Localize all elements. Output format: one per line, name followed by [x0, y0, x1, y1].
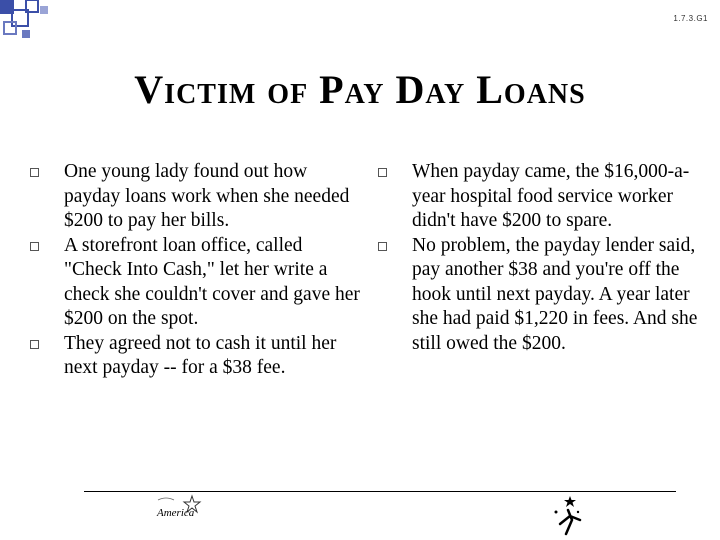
slide-number: 1.7.3.G1 — [673, 14, 708, 23]
bullet-text: When payday came, the $16,000-a-year hospital food service worker didn't have $200 to spare. — [412, 161, 690, 231]
slide-title: Victim of Pay Day Loans — [134, 67, 586, 112]
logo-text: America — [157, 507, 195, 519]
bullet-square-icon — [378, 242, 387, 251]
bullet-text: One young lady found out how payday loans work when she needed $200 to pay her bills. — [64, 161, 350, 231]
bullet-text: A storefront loan office, called "Check Into Cash," let her write a check she couldn't cover and gave her $200 on the spot. — [64, 234, 360, 329]
list-item — [30, 160, 360, 234]
bullet-text: No problem, the payday lender said, pay another $38 and you're off the hook until next payday. A year later she had paid $1,220 in fees. And she still owed the $200. — [412, 234, 698, 354]
bullet-square-icon — [378, 168, 387, 177]
footer-divider — [84, 491, 676, 492]
corner-decoration — [0, 0, 70, 50]
list-item — [30, 234, 360, 332]
bullet-square-icon — [30, 168, 39, 177]
list-item — [378, 160, 698, 234]
bullet-square-icon — [30, 242, 39, 251]
star-figure-icon — [548, 494, 588, 536]
bullet-square-icon — [30, 340, 39, 349]
right-bullet-list — [378, 160, 698, 356]
list-item — [30, 332, 360, 381]
list-item — [378, 234, 698, 357]
bullet-text: They agreed not to cash it until her next payday -- for a $38 fee. — [64, 332, 337, 378]
left-bullet-list — [30, 160, 360, 381]
